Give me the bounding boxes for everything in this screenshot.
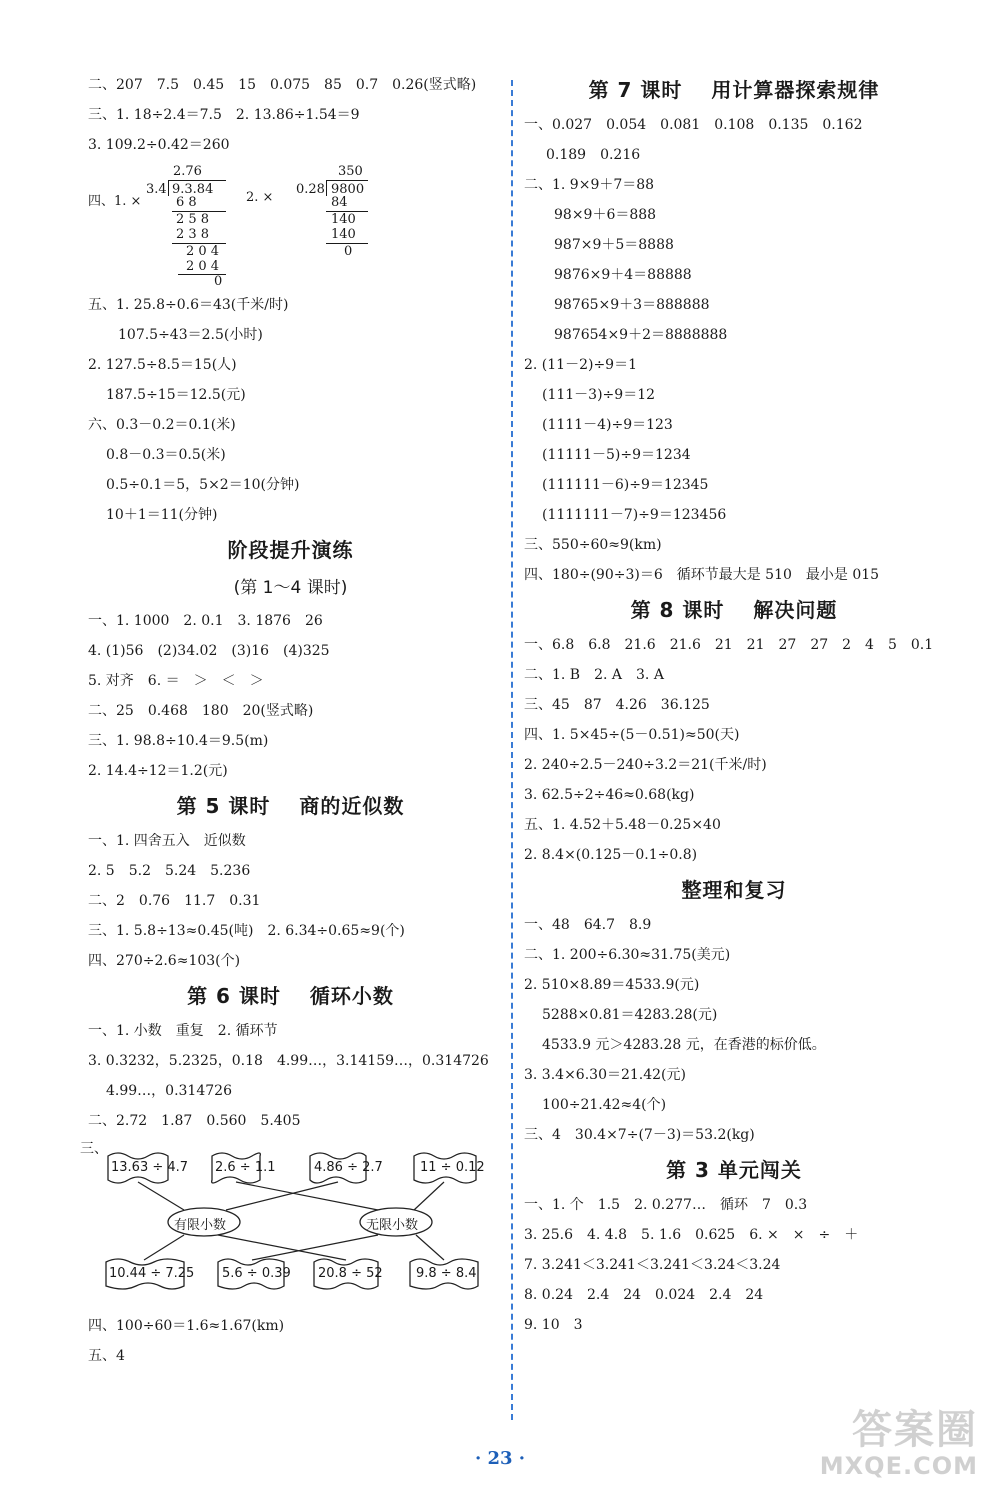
- div2-label: 2. ×: [246, 190, 274, 205]
- decimal-classification-diagram: [80, 1136, 493, 1311]
- answer-line: 0.189 0.216: [546, 147, 641, 163]
- answer-line: 4. (1)56 (2)34.02 (3)16 (4)325: [88, 643, 330, 659]
- answer-line: 三、1. 98.8÷10.4＝9.5(m): [88, 733, 269, 749]
- answer-line: 二、1. B 2. A 3. A: [524, 667, 664, 683]
- answer-line: 9876×9＋4＝88888: [554, 267, 692, 283]
- answer-line: 2. 240÷2.5－240÷3.2＝21(千米/时): [524, 757, 767, 773]
- answer-line: 四、180÷(90÷3)＝6 循环节最大是 510 最小是 015: [524, 567, 880, 583]
- stage-answers: [88, 606, 493, 786]
- div1-step: 2 5 8: [176, 212, 210, 227]
- answer-line: (1111111－7)÷9＝123456: [542, 507, 727, 523]
- section-title-unit3: 第 3 单元闯关: [666, 1158, 802, 1182]
- section-title-lesson7: 第 7 课时 用计算器探索规律: [588, 78, 880, 102]
- diagram-label: 三、: [80, 1141, 108, 1157]
- diagram-top-item: 11 ÷ 0.12: [420, 1160, 485, 1175]
- answer-line: 98×9＋6＝888: [554, 207, 657, 223]
- answer-line: 2. 8.4×(0.125－0.1÷0.8): [524, 847, 698, 863]
- answer-line: 98765×9＋3＝888888: [554, 297, 710, 313]
- answer-line: 五、1. 4.52＋5.48－0.25×40: [524, 817, 721, 833]
- answer-line: 三、4 30.4×7÷(7－3)＝53.2(kg): [524, 1127, 755, 1143]
- watermark-sub: MXQE.COM: [819, 1452, 978, 1480]
- diagram-bottom-item: 20.8 ÷ 52: [318, 1266, 383, 1281]
- section-title-stage: 阶段提升演练: [227, 538, 354, 562]
- answer-line: 5. 对齐 6. ＝ ＞ ＜ ＞: [88, 673, 264, 689]
- answer-line: 二、1. 200÷6.30≈31.75(美元): [524, 947, 731, 963]
- answer-line: 四、1. 5×45÷(5－0.51)≈50(天): [524, 727, 740, 743]
- div1-step: 0: [214, 274, 223, 289]
- answer-line: 二、1. 9×9＋7＝88: [524, 177, 655, 193]
- answer-line: 五、4: [88, 1348, 125, 1364]
- answer-line: 五、1. 25.8÷0.6＝43(千米/时): [88, 297, 289, 313]
- answer-line: 8. 0.24 2.4 24 0.024 2.4 24: [524, 1287, 764, 1303]
- answer-line: 三、1. 18÷2.4＝7.5 2. 13.86÷1.54＝9: [88, 107, 360, 123]
- answer-line: 987654×9＋2＝8888888: [554, 327, 728, 343]
- answer-line: 4.99…，0.314726: [106, 1083, 232, 1099]
- div2-dividend: 9800: [331, 182, 365, 197]
- answer-line: 二、25 0.468 180 20(竖式略): [88, 703, 314, 719]
- diagram-bottom-item: 9.8 ÷ 8.4: [416, 1266, 477, 1281]
- div1-step: 2 0 4: [186, 259, 220, 274]
- diagram-finite-label: 有限小数: [174, 1218, 227, 1233]
- section-title-review: 整理和复习: [681, 878, 787, 902]
- answer-line: 5288×0.81＝4283.28(元): [542, 1007, 718, 1023]
- answer-line: 4533.9 元＞4283.28 元，在香港的标价低。: [542, 1037, 826, 1053]
- div2-step: 0: [344, 244, 353, 259]
- diagram-bottom-item: 10.44 ÷ 7.25: [109, 1266, 195, 1281]
- lesson8-answers: [524, 630, 944, 870]
- diagram-bottom-item: 5.6 ÷ 0.39: [222, 1266, 291, 1281]
- answer-line: 一、1. 1000 2. 0.1 3. 1876 26: [88, 613, 323, 629]
- long-division-block: [88, 160, 493, 290]
- answer-line: 一、6.8 6.8 21.6 21.6 21 21 27 27 2 4 5 0.1: [524, 637, 934, 653]
- answer-line: 二、207 7.5 0.45 15 0.075 85 0.7 0.26(竖式略): [88, 77, 477, 93]
- lesson7-answers: [524, 110, 944, 590]
- answer-line: 187.5÷15＝12.5(元): [106, 387, 246, 403]
- div1-dividend: 9.3.84: [172, 182, 214, 197]
- answer-line: 一、1. 四舍五入 近似数: [88, 833, 246, 849]
- section-title-lesson5: 第 5 课时 商的近似数: [176, 794, 405, 818]
- column-divider: [511, 80, 513, 1420]
- answer-line: 一、1. 个 1.5 2. 0.277… 循环 7 0.3: [524, 1197, 808, 1213]
- diagram-infinite-label: 无限小数: [366, 1218, 419, 1233]
- answer-line: 3. 0.3232，5.2325，0.18 4.99…，3.14159…，0.314726: [88, 1053, 489, 1069]
- left-mid-answers: [88, 290, 493, 530]
- answer-line: 100÷21.42≈4(个): [542, 1097, 667, 1113]
- answer-line: 2. 5 5.2 5.24 5.236: [88, 863, 251, 879]
- answer-line: (111111－6)÷9＝12345: [542, 477, 709, 493]
- answer-line: 二、2 0.76 11.7 0.31: [88, 893, 261, 909]
- answer-line: 二、2.72 1.87 0.560 5.405: [88, 1113, 301, 1129]
- review-answers: [524, 910, 944, 1150]
- answer-line: 3. 25.6 4. 4.8 5. 1.6 0.625 6. × × ÷ ＋: [524, 1227, 859, 1243]
- div1-quotient: 2.76: [173, 164, 202, 179]
- right-column: [524, 70, 944, 1340]
- div2-step: 140: [331, 212, 356, 227]
- lesson6-answers: [88, 1016, 493, 1136]
- lesson5-answers: [88, 826, 493, 976]
- unit3-answers: [524, 1190, 944, 1340]
- section-title-lesson8: 第 8 课时 解决问题: [630, 598, 838, 622]
- answer-line: (11111－5)÷9＝1234: [542, 447, 691, 463]
- div2-step: 84: [331, 195, 348, 210]
- answer-line: 三、1. 5.8÷13≈0.45(吨) 2. 6.34÷0.65≈9(个): [88, 923, 405, 939]
- answer-line: 一、48 64.7 8.9: [524, 917, 652, 933]
- answer-line: 2. (11－2)÷9＝1: [524, 357, 637, 373]
- div1-step: 6 8: [176, 195, 197, 210]
- answer-line: 3. 109.2÷0.42＝260: [88, 137, 230, 153]
- answer-line: 2. 510×8.89＝4533.9(元): [524, 977, 700, 993]
- answer-line: 三、550÷60≈9(km): [524, 537, 662, 553]
- answer-line: 0.5÷0.1＝5，5×2＝10(分钟): [106, 477, 300, 493]
- answer-line: 3. 62.5÷2÷46≈0.68(kg): [524, 787, 695, 803]
- answer-line: 7. 3.241＜3.241＜3.241＜3.24＜3.24: [524, 1257, 781, 1273]
- answer-line: 四、270÷2.6≈103(个): [88, 953, 241, 969]
- answer-line: 987×9＋5＝8888: [554, 237, 674, 253]
- left-column: [80, 70, 493, 1371]
- answer-line: 六、0.3－0.2＝0.1(米): [88, 417, 236, 433]
- answer-line: 107.5÷43＝2.5(小时): [118, 327, 263, 343]
- answer-line: 四、100÷60＝1.6≈1.67(km): [88, 1318, 285, 1334]
- answer-line: (1111－4)÷9＝123: [542, 417, 673, 433]
- answer-line: 9. 10 3: [524, 1317, 583, 1333]
- answer-line: 一、0.027 0.054 0.081 0.108 0.135 0.162: [524, 117, 863, 133]
- answer-line: (111－3)÷9＝12: [542, 387, 656, 403]
- watermark-main: 答案圈: [852, 1407, 978, 1453]
- answer-line: 2. 127.5÷8.5＝15(人): [88, 357, 237, 373]
- div1-step: 2 0 4: [186, 244, 220, 259]
- div1-label: 四、1. ×: [88, 194, 142, 209]
- answer-line: 10＋1＝11(分钟): [106, 507, 218, 523]
- div1-step: 2 3 8: [176, 227, 210, 242]
- lesson6-after-answers: [88, 1311, 493, 1371]
- div2-step: 140: [331, 227, 356, 242]
- page-number: · 23 ·: [474, 1448, 526, 1469]
- diagram-top-item: 4.86 ÷ 2.7: [314, 1160, 383, 1175]
- section-title-lesson6: 第 6 课时 循环小数: [187, 984, 394, 1008]
- left-top-answers: [88, 70, 493, 160]
- diagram-top-item: 2.6 ÷ 1.1: [215, 1160, 276, 1175]
- watermark: [820, 1408, 978, 1480]
- answer-line: 0.8－0.3＝0.5(米): [106, 447, 226, 463]
- div2-divisor: 0.28: [296, 182, 325, 197]
- section-subtitle-stage: (第 1～4 课时): [233, 578, 348, 598]
- answer-line: 三、45 87 4.26 36.125: [524, 697, 710, 713]
- div1-divisor: 3.4: [146, 182, 167, 197]
- answer-line: 一、1. 小数 重复 2. 循环节: [88, 1023, 278, 1039]
- answer-line: 2. 14.4÷12＝1.2(元): [88, 763, 228, 779]
- answer-line: 3. 3.4×6.30＝21.42(元): [524, 1067, 686, 1083]
- div2-quotient: 350: [338, 164, 363, 179]
- diagram-top-item: 13.63 ÷ 4.7: [111, 1160, 189, 1175]
